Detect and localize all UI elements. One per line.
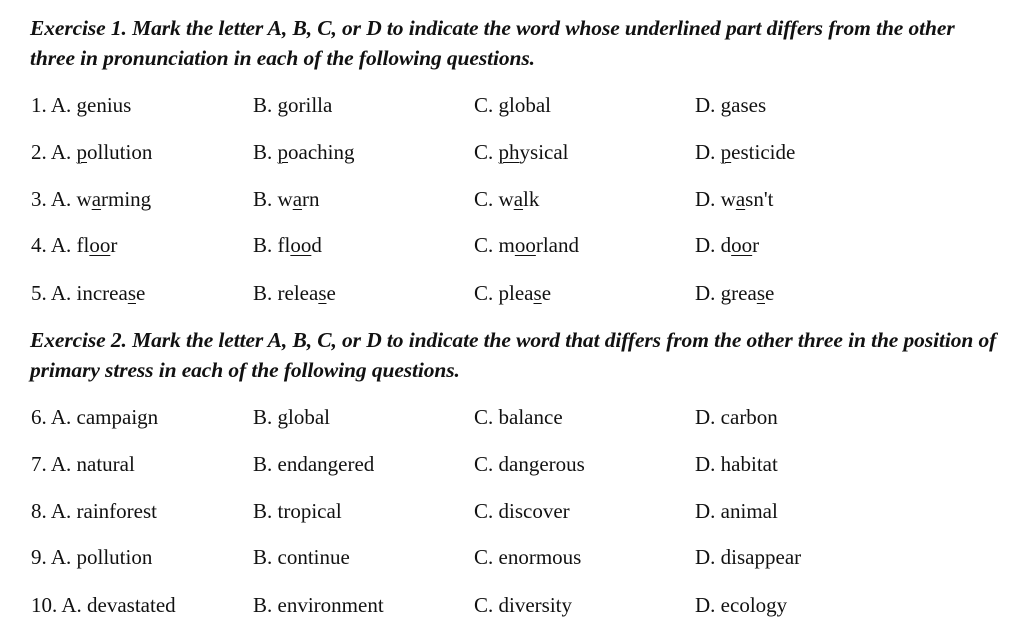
option-letter: B. xyxy=(253,140,273,164)
word-prefix: w xyxy=(498,187,514,211)
option-4b[interactable] xyxy=(253,230,322,260)
question-number: 8. xyxy=(31,499,47,523)
option-1b[interactable] xyxy=(253,90,332,120)
question-number: 6. xyxy=(31,405,47,429)
underlined-part: s xyxy=(127,281,136,305)
option-3c[interactable] xyxy=(474,184,539,214)
option-letter: B. xyxy=(253,233,273,257)
option-4a[interactable] xyxy=(31,230,117,260)
word-suffix: d xyxy=(311,233,322,257)
option-letter: A. xyxy=(50,233,72,257)
underlined-part: ph xyxy=(498,140,520,164)
underlined-part: p xyxy=(720,140,732,164)
underlined-part: p xyxy=(277,140,289,164)
option-letter: D. xyxy=(695,593,716,617)
question-row-2 xyxy=(0,137,1024,167)
question-number: 5. xyxy=(31,281,47,305)
underlined-part: a xyxy=(735,187,746,211)
option-letter: A. xyxy=(50,93,72,117)
option-word: discover xyxy=(498,499,570,523)
option-5c[interactable] xyxy=(474,278,551,308)
word-prefix: w xyxy=(277,187,293,211)
option-letter: A. xyxy=(50,140,72,164)
question-number: 10. xyxy=(31,593,58,617)
underlined-part: oo xyxy=(514,233,536,257)
word-suffix: rland xyxy=(535,233,580,257)
option-9c[interactable] xyxy=(474,542,581,572)
option-word: continue xyxy=(277,545,350,569)
option-word: campaign xyxy=(76,405,159,429)
word-suffix: r xyxy=(752,233,760,257)
exercise-1-heading: Exercise 1. Mark the letter A, B, C, or D to indicate the word whose underlined part differs from the other three in pronunciation in each of the following questions. xyxy=(30,16,955,70)
option-8c[interactable] xyxy=(474,496,570,526)
question-number: 4. xyxy=(31,233,47,257)
option-3b[interactable] xyxy=(253,184,320,214)
question-row-1 xyxy=(0,90,1024,120)
question-number: 1. xyxy=(31,93,47,117)
option-letter: B. xyxy=(253,281,273,305)
option-letter: A. xyxy=(50,499,72,523)
word-prefix: m xyxy=(498,233,515,257)
option-2a[interactable] xyxy=(31,137,152,167)
question-row-7 xyxy=(0,449,1024,479)
option-8d[interactable] xyxy=(695,496,778,526)
option-letter: D. xyxy=(695,545,716,569)
word-suffix: oaching xyxy=(288,140,355,164)
option-1d[interactable] xyxy=(695,90,766,120)
underlined-part: a xyxy=(292,187,303,211)
underlined-part: oo xyxy=(731,233,753,257)
word-prefix: grea xyxy=(720,281,757,305)
option-letter: C. xyxy=(474,93,494,117)
option-word: ecology xyxy=(720,593,788,617)
option-word: natural xyxy=(76,452,135,476)
underlined-part: p xyxy=(76,140,88,164)
question-number: 7. xyxy=(31,452,47,476)
option-letter: C. xyxy=(474,452,494,476)
option-4c[interactable] xyxy=(474,230,579,260)
underlined-part: a xyxy=(91,187,102,211)
option-9b[interactable] xyxy=(253,542,350,572)
word-suffix: gorilla xyxy=(277,93,333,117)
option-letter: C. xyxy=(474,405,494,429)
option-1a[interactable] xyxy=(31,90,131,120)
word-suffix: ysical xyxy=(519,140,569,164)
underlined-part: s xyxy=(318,281,327,305)
word-suffix: sn't xyxy=(745,187,774,211)
option-letter: A. xyxy=(50,405,72,429)
option-4d[interactable] xyxy=(695,230,759,260)
option-9a[interactable] xyxy=(31,542,152,572)
word-suffix: e xyxy=(765,281,775,305)
option-letter: B. xyxy=(253,405,273,429)
option-6c[interactable] xyxy=(474,402,563,432)
option-letter: B. xyxy=(253,499,273,523)
option-word: enormous xyxy=(498,545,582,569)
option-word: pollution xyxy=(76,545,153,569)
option-letter: B. xyxy=(253,593,273,617)
word-suffix: e xyxy=(136,281,146,305)
option-6d[interactable] xyxy=(695,402,778,432)
word-prefix: d xyxy=(720,233,732,257)
option-7d[interactable] xyxy=(695,449,778,479)
option-letter: D. xyxy=(695,499,716,523)
option-letter: B. xyxy=(253,93,273,117)
option-letter: D. xyxy=(695,233,716,257)
word-prefix: increa xyxy=(76,281,128,305)
option-7a[interactable] xyxy=(31,449,135,479)
option-letter: C. xyxy=(474,545,494,569)
option-1c[interactable] xyxy=(474,90,551,120)
question-row-3 xyxy=(0,184,1024,214)
option-10c[interactable] xyxy=(474,590,572,620)
option-word: devastated xyxy=(87,593,176,617)
option-letter: C. xyxy=(474,233,494,257)
underlined-part: oo xyxy=(290,233,312,257)
option-8b[interactable] xyxy=(253,496,342,526)
word-suffix: esticide xyxy=(731,140,796,164)
word-suffix: gases xyxy=(720,93,767,117)
question-row-9 xyxy=(0,542,1024,572)
word-prefix: relea xyxy=(277,281,319,305)
option-word: habitat xyxy=(720,452,778,476)
option-word: endangered xyxy=(277,452,375,476)
option-8a[interactable] xyxy=(31,496,157,526)
option-letter: D. xyxy=(695,187,716,211)
word-suffix: e xyxy=(541,281,552,305)
option-word: dangerous xyxy=(498,452,585,476)
question-number: 3. xyxy=(31,187,47,211)
option-word: global xyxy=(277,405,331,429)
question-row-10 xyxy=(0,590,1024,620)
option-10d[interactable] xyxy=(695,590,787,620)
word-suffix: rming xyxy=(101,187,152,211)
option-letter: C. xyxy=(474,593,494,617)
word-suffix: lk xyxy=(523,187,540,211)
option-3d[interactable] xyxy=(695,184,773,214)
option-10a[interactable] xyxy=(31,590,176,620)
option-letter: D. xyxy=(695,452,716,476)
option-word: disappear xyxy=(720,545,802,569)
word-suffix: rn xyxy=(302,187,320,211)
option-5a[interactable] xyxy=(31,278,145,308)
option-2b[interactable] xyxy=(253,137,355,167)
underlined-part: s xyxy=(533,281,542,305)
question-row-6 xyxy=(0,402,1024,432)
word-suffix: global xyxy=(498,93,552,117)
option-letter: A. xyxy=(61,593,82,617)
option-5b[interactable] xyxy=(253,278,336,308)
option-6b[interactable] xyxy=(253,402,330,432)
option-letter: B. xyxy=(253,187,273,211)
option-5d[interactable] xyxy=(695,278,774,308)
word-suffix: e xyxy=(326,281,336,305)
underlined-part: s xyxy=(756,281,765,305)
option-word: diversity xyxy=(498,593,573,617)
option-word: carbon xyxy=(720,405,778,429)
option-letter: C. xyxy=(474,140,494,164)
word-prefix: plea xyxy=(498,281,534,305)
option-letter: B. xyxy=(253,545,273,569)
option-letter: A. xyxy=(50,187,72,211)
option-letter: D. xyxy=(695,140,716,164)
option-letter: A. xyxy=(50,545,72,569)
option-word: balance xyxy=(498,405,563,429)
option-letter: A. xyxy=(50,281,72,305)
option-letter: B. xyxy=(253,452,273,476)
option-word: tropical xyxy=(277,499,342,523)
word-prefix: w xyxy=(720,187,736,211)
option-letter: C. xyxy=(474,499,494,523)
option-word: animal xyxy=(720,499,778,523)
word-suffix: r xyxy=(110,233,118,257)
word-suffix: genius xyxy=(76,93,132,117)
option-letter: A. xyxy=(50,452,72,476)
option-letter: D. xyxy=(695,405,716,429)
question-row-4 xyxy=(0,230,1024,260)
question-number: 9. xyxy=(31,545,47,569)
option-3a[interactable] xyxy=(31,184,151,214)
option-word: environment xyxy=(277,593,384,617)
option-9d[interactable] xyxy=(695,542,801,572)
word-prefix: w xyxy=(76,187,92,211)
option-7b[interactable] xyxy=(253,449,374,479)
option-6a[interactable] xyxy=(31,402,158,432)
underlined-part: a xyxy=(513,187,524,211)
option-word: rainforest xyxy=(76,499,157,523)
word-prefix: fl xyxy=(76,233,90,257)
exercise-2-heading: Exercise 2. Mark the letter A, B, C, or D to indicate the word that differs from the other three in the position of primary stress in each of the following questions. xyxy=(30,328,997,382)
option-letter: C. xyxy=(474,281,494,305)
underlined-part: oo xyxy=(89,233,111,257)
option-7c[interactable] xyxy=(474,449,585,479)
question-number: 2. xyxy=(31,140,47,164)
option-letter: D. xyxy=(695,281,716,305)
option-letter: D. xyxy=(695,93,716,117)
option-2d[interactable] xyxy=(695,137,795,167)
option-letter: C. xyxy=(474,187,494,211)
question-row-8 xyxy=(0,496,1024,526)
word-suffix: ollution xyxy=(87,140,153,164)
option-10b[interactable] xyxy=(253,590,384,620)
word-prefix: fl xyxy=(277,233,291,257)
option-2c[interactable] xyxy=(474,137,569,167)
question-row-5 xyxy=(0,278,1024,308)
